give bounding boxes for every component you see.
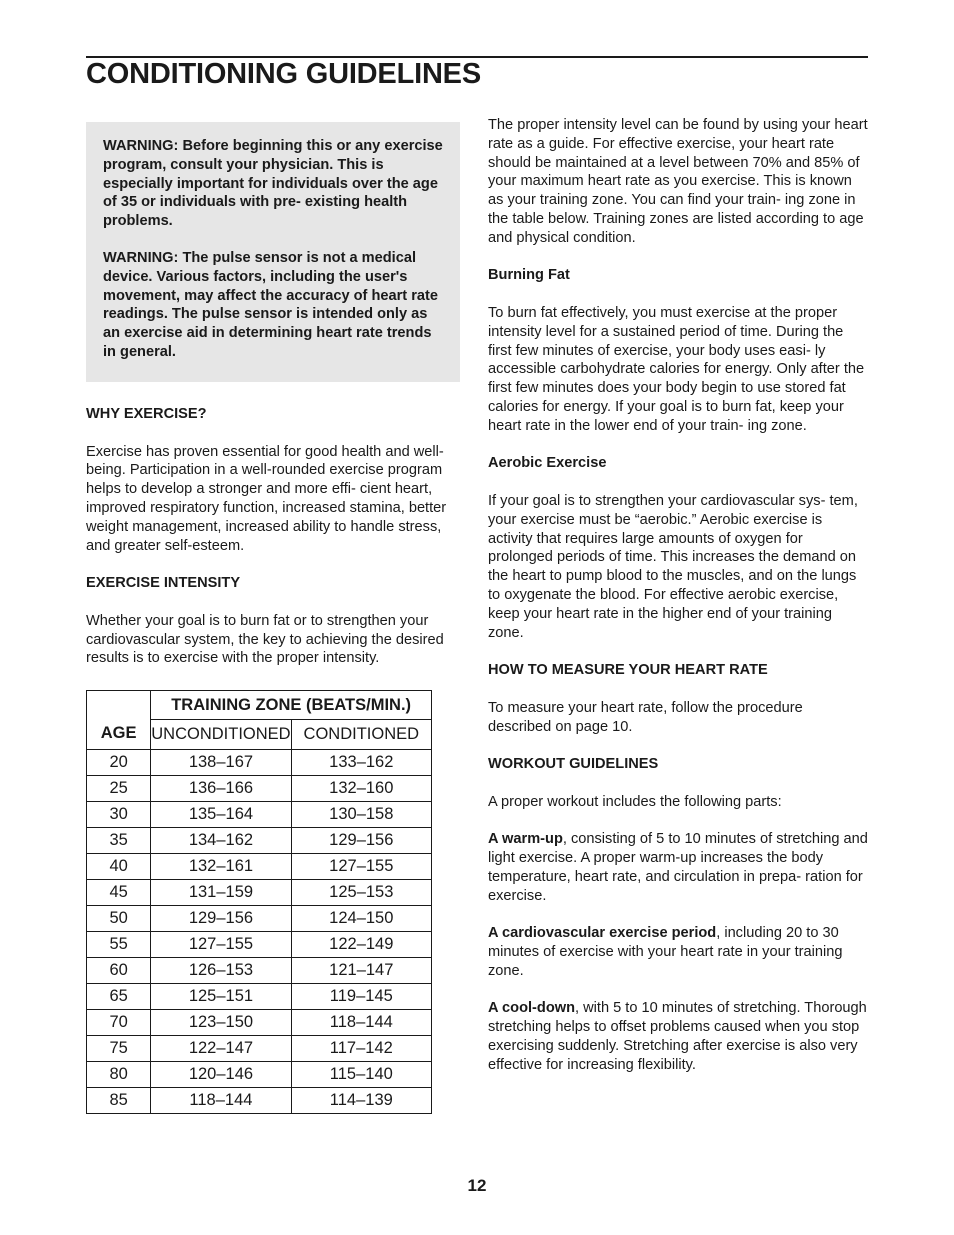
unconditioned-cell: 136–166 bbox=[151, 776, 291, 802]
table-row bbox=[87, 1088, 432, 1114]
unconditioned-cell: 118–144 bbox=[151, 1088, 291, 1114]
workout-intro: A proper workout includes the following parts: bbox=[488, 793, 782, 810]
unconditioned-cell: 135–164 bbox=[151, 802, 291, 828]
conditioned-cell: 130–158 bbox=[291, 802, 431, 828]
training-zone-header: TRAINING ZONE (BEATS/MIN.) bbox=[151, 691, 432, 720]
cooldown-paragraph bbox=[488, 999, 870, 1074]
measure-heart-rate-body: To measure your heart rate, follow the procedure described on page 10. bbox=[488, 699, 803, 735]
unconditioned-cell: 138–167 bbox=[151, 750, 291, 776]
table-row bbox=[87, 984, 432, 1010]
left-column bbox=[86, 122, 460, 382]
table-row bbox=[87, 1036, 432, 1062]
page-title: CONDITIONING GUIDELINES bbox=[86, 58, 481, 90]
aerobic-body: If your goal is to strengthen your cardiovascular sys- tem, your exercise must be “aerobic.” Aerobic exercise is activity that requires large amounts of oxygen for prolonged periods of time. This increases the demand on the heart to pump blood to the muscles, and on the lungs to oxygenate the blood. For effective aerobic exercise, keep your heart rate in the higher end of your training zone. bbox=[488, 492, 858, 641]
table-row bbox=[87, 802, 432, 828]
age-cell: 80 bbox=[87, 1062, 151, 1088]
unconditioned-cell: 127–155 bbox=[151, 932, 291, 958]
conditioned-cell: 121–147 bbox=[291, 958, 431, 984]
intensity-intro: The proper intensity level can be found by using your heart rate as a guide. For effective exercise, your heart rate should be maintained at a level between 70% and 85% of your maximum heart rate as you exercise. This is known as your training zone. You can find your train- ing zone in the table below. Training zones are listed according to age and physical condition. bbox=[488, 117, 868, 246]
unconditioned-cell: 120–146 bbox=[151, 1062, 291, 1088]
conditioned-cell: 125–153 bbox=[291, 880, 431, 906]
warmup-body: , consisting of 5 to 10 minutes of stretching and light exercise. A proper warm-up increases the body temperature, heart rate, and circulation in prepa- ration for exercise. bbox=[488, 831, 868, 904]
unconditioned-cell: 132–161 bbox=[151, 854, 291, 880]
table-row bbox=[87, 776, 432, 802]
cardio-body: , including 20 to 30 minutes of exercise with your heart rate in your training zone. bbox=[488, 925, 843, 979]
warning-physician: WARNING: Before beginning this or any exercise program, consult your physician. This is especially important for individuals over the age of 35 or individuals with pre- existing health problems. bbox=[103, 138, 443, 230]
why-exercise-body: Exercise has proven essential for good health and well-being. Participation in a well-rounded exercise program helps to develop a stronger and more effi- cient heart, improved respiratory function, increased stamina, better weight management, increased ability to handle stress, and greater self-esteem. bbox=[86, 443, 447, 554]
age-cell: 35 bbox=[87, 828, 151, 854]
table-row bbox=[87, 854, 432, 880]
age-cell: 85 bbox=[87, 1088, 151, 1114]
age-cell: 45 bbox=[87, 880, 151, 906]
age-cell: 60 bbox=[87, 958, 151, 984]
table-row bbox=[87, 880, 432, 906]
unconditioned-cell: 131–159 bbox=[151, 880, 291, 906]
age-cell: 70 bbox=[87, 1010, 151, 1036]
table-row bbox=[87, 1062, 432, 1088]
table-row bbox=[87, 906, 432, 932]
why-exercise-heading: WHY EXERCISE? bbox=[86, 406, 207, 422]
age-cell: 30 bbox=[87, 802, 151, 828]
conditioned-cell: 115–140 bbox=[291, 1062, 431, 1088]
table-row bbox=[87, 958, 432, 984]
unconditioned-cell: 134–162 bbox=[151, 828, 291, 854]
cooldown-term: A cool-down bbox=[488, 1000, 576, 1017]
cardio-paragraph bbox=[488, 924, 870, 980]
conditioned-cell: 122–149 bbox=[291, 932, 431, 958]
table-row bbox=[87, 932, 432, 958]
unconditioned-cell: 125–151 bbox=[151, 984, 291, 1010]
conditioned-cell: 132–160 bbox=[291, 776, 431, 802]
table-row bbox=[87, 828, 432, 854]
conditioned-cell: 119–145 bbox=[291, 984, 431, 1010]
workout-guidelines-heading: WORKOUT GUIDELINES bbox=[488, 756, 659, 773]
unconditioned-cell: 123–150 bbox=[151, 1010, 291, 1036]
conditioned-cell: 127–155 bbox=[291, 854, 431, 880]
age-cell: 65 bbox=[87, 984, 151, 1010]
conditioned-header: CONDITIONED bbox=[291, 720, 431, 750]
conditioned-cell: 114–139 bbox=[291, 1088, 431, 1114]
warmup-paragraph bbox=[488, 830, 870, 905]
cooldown-body: , with 5 to 10 minutes of stretching. Thorough stretching helps to offset problems caused when you stop exercising suddenly. Stretching after exercise is also very effective for increasing flexibility. bbox=[488, 1000, 867, 1073]
unconditioned-header: UNCONDITIONED bbox=[151, 720, 291, 750]
age-cell: 40 bbox=[87, 854, 151, 880]
unconditioned-cell: 129–156 bbox=[151, 906, 291, 932]
age-cell: 75 bbox=[87, 1036, 151, 1062]
conditioned-cell: 117–142 bbox=[291, 1036, 431, 1062]
age-header: AGE bbox=[87, 691, 151, 750]
warmup-term: A warm-up bbox=[488, 831, 563, 848]
exercise-intensity-body: Whether your goal is to burn fat or to strengthen your cardiovascular system, the key to achieving the desired results is to exercise with the proper intensity. bbox=[86, 612, 444, 667]
age-cell: 55 bbox=[87, 932, 151, 958]
burning-fat-body: To burn fat effectively, you must exercise at the proper intensity level for a sustained period of time. During the first few minutes of exercise, your body uses easi- ly accessible carbohydrate calories for energy. Only after the first few minutes does your body begin to use stored fat calories for energy. If your goal is to burn fat, keep your heart rate in the lower end of your train- ing zone. bbox=[488, 304, 865, 434]
warning-box bbox=[86, 122, 460, 382]
conditioned-cell: 118–144 bbox=[291, 1010, 431, 1036]
age-cell: 25 bbox=[87, 776, 151, 802]
measure-heart-rate-heading: HOW TO MEASURE YOUR HEART RATE bbox=[488, 662, 768, 679]
aerobic-heading: Aerobic Exercise bbox=[488, 455, 607, 472]
right-column bbox=[488, 116, 870, 1075]
conditioned-cell: 133–162 bbox=[291, 750, 431, 776]
table-row bbox=[87, 750, 432, 776]
cardio-term: A cardiovascular exercise period bbox=[488, 925, 717, 942]
conditioned-cell: 129–156 bbox=[291, 828, 431, 854]
exercise-intensity-heading: EXERCISE INTENSITY bbox=[86, 575, 241, 592]
page-number: 12 bbox=[467, 1176, 487, 1195]
age-cell: 20 bbox=[87, 750, 151, 776]
training-zone-table bbox=[86, 690, 432, 1114]
unconditioned-cell: 122–147 bbox=[151, 1036, 291, 1062]
burning-fat-heading: Burning Fat bbox=[488, 267, 570, 284]
conditioned-cell: 124–150 bbox=[291, 906, 431, 932]
training-zone-rows bbox=[87, 750, 432, 1114]
left-text-flow bbox=[86, 405, 460, 668]
age-cell: 50 bbox=[87, 906, 151, 932]
unconditioned-cell: 126–153 bbox=[151, 958, 291, 984]
table-row bbox=[87, 1010, 432, 1036]
warning-pulse-sensor: WARNING: The pulse sensor is not a medical device. Various factors, including the user's movement, may affect the accuracy of heart rate readings. The pulse sensor is intended only as an exercise aid in determining heart rate trends in general. bbox=[103, 249, 438, 360]
